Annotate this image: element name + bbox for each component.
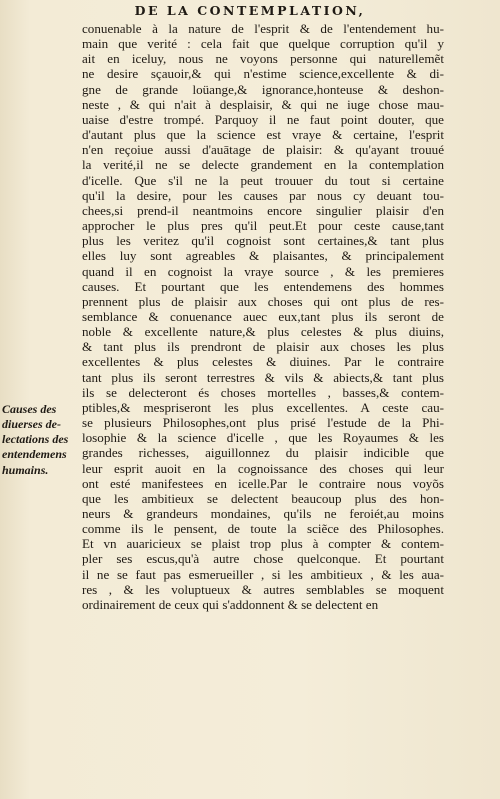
main-text-block — [82, 21, 444, 612]
text-line: & tant plus ils prendront de plaisir aux choses les plus — [82, 339, 444, 355]
text-line: ordinairement de ceux qui s'addonnent & se delectent en — [82, 596, 379, 612]
running-head: DE LA CONTEMPLATION, — [134, 3, 366, 18]
text-line: neurs & grandeurs mondaines, qu'ils ne feroiét,au moins — [82, 506, 444, 521]
text-line: losophie & la science d'icelle , que les Royaumes & les — [82, 430, 444, 446]
text-line: que les ambitieux se delectent beaucoup plus des hon- — [82, 490, 444, 506]
text-line: tant plus ils seront terrestres & vils & abiects,& tant plus — [82, 369, 444, 385]
text-line: gne de grande loüange,& ignorance,honteuse & deshon- — [82, 81, 444, 97]
marginal-note — [2, 402, 80, 478]
text-line: noble & excellente nature,& plus celestes & plus diuins, — [82, 324, 444, 340]
text-line: d'autant plus que la science est vraye & certaine, l'esprit — [82, 127, 444, 143]
text-line: ait en iceluy, nous ne voyons personne qui naturellemẽt — [82, 51, 444, 67]
text-line: se plusieurs Philosophes,ont plus prisé l'estude de la Phi- — [82, 415, 444, 431]
text-line: comme ils le pensent, de toute la sciẽce des Philosophes. — [82, 521, 444, 537]
text-line: causes. Et pourtant que les entendemens des hommes — [82, 278, 444, 294]
text-line: qu'il la desire, pour les causes par nous cy deuant tou- — [82, 187, 444, 203]
text-line: grandes richesses, aiguillonnez du plaisir indicible que — [82, 445, 444, 461]
text-line: quand il en cognoist la vraye source , & les premieres — [82, 263, 444, 279]
text-line: ne desire sçauoir,& qui n'estime science,excellente & di- — [82, 66, 444, 82]
text-line: prennent plus de plaisir aux choses qui ont plus de res- — [82, 293, 444, 309]
text-line: chees,si prend-il neantmoins encore singulier plaisir d'en — [82, 202, 444, 218]
text-line: res , & les voluptueux & autres semblables se moquent — [82, 581, 444, 597]
text-line: ils se delecteront és choses mortelles , basses,& contem- — [82, 384, 444, 400]
text-line: n'en reçoiue aussi d'auātage de plaisir: & qu'ayant trouué — [82, 142, 444, 158]
marginal-note-line: entendemens — [2, 447, 67, 462]
text-line: pler ses escus,qu'à autre chose quelconque. Et pourtant — [82, 551, 444, 567]
text-line: excellentes & plus celestes & diuines. Par le contraire — [82, 354, 444, 370]
text-line: uaise d'estre trompé. Parquoy il ne faut point douter, que — [82, 111, 444, 127]
text-line: approcher le plus pres qu'il peut.Et pour ceste cause,tant — [82, 218, 444, 234]
text-line: la verité,il ne se delecte grandement en la contemplation — [82, 157, 444, 173]
text-line: neste , & qui n'ait à desplaisir, & qui ne iuge chose mau- — [82, 96, 444, 112]
marginal-note-line: Causes des — [2, 402, 57, 416]
text-line: d'icelle. Que s'il ne la peut trouuer du tout si certaine — [82, 172, 444, 188]
marginal-note-line: humains. — [2, 462, 49, 477]
text-line: semblance & conuenance auec eux,tant plus ils seront de — [82, 308, 444, 324]
marginal-note-line: lectations des — [2, 432, 69, 447]
text-line: Et vn auaricieux se plaist trop plus à compter & contem- — [82, 536, 444, 552]
text-line: ptibles,& mespriseront les plus excellentes. A ceste cau- — [82, 399, 444, 415]
text-line: main que verité : cela fait que quelque corruption qu'il y — [82, 36, 444, 52]
marginal-note-line: diuerses de- — [2, 417, 61, 432]
text-line: il ne se faut pas esmerueiller , si les ambitieux , & les aua- — [82, 566, 444, 582]
text-line: conuenable à la nature de l'esprit & de l'entendement hu- — [82, 21, 444, 36]
text-line: ont esté manifestees en icelle.Par le contraire nous voyõs — [82, 475, 444, 491]
text-line: plus les veritez qu'il cognoist sont certaines,& tant plus — [82, 233, 444, 249]
text-line: elles luy sont agreables & plaisantes, & principalement — [82, 248, 444, 264]
text-line: leur esprit auoit en la cognoissance des choses qui leur — [82, 460, 444, 476]
